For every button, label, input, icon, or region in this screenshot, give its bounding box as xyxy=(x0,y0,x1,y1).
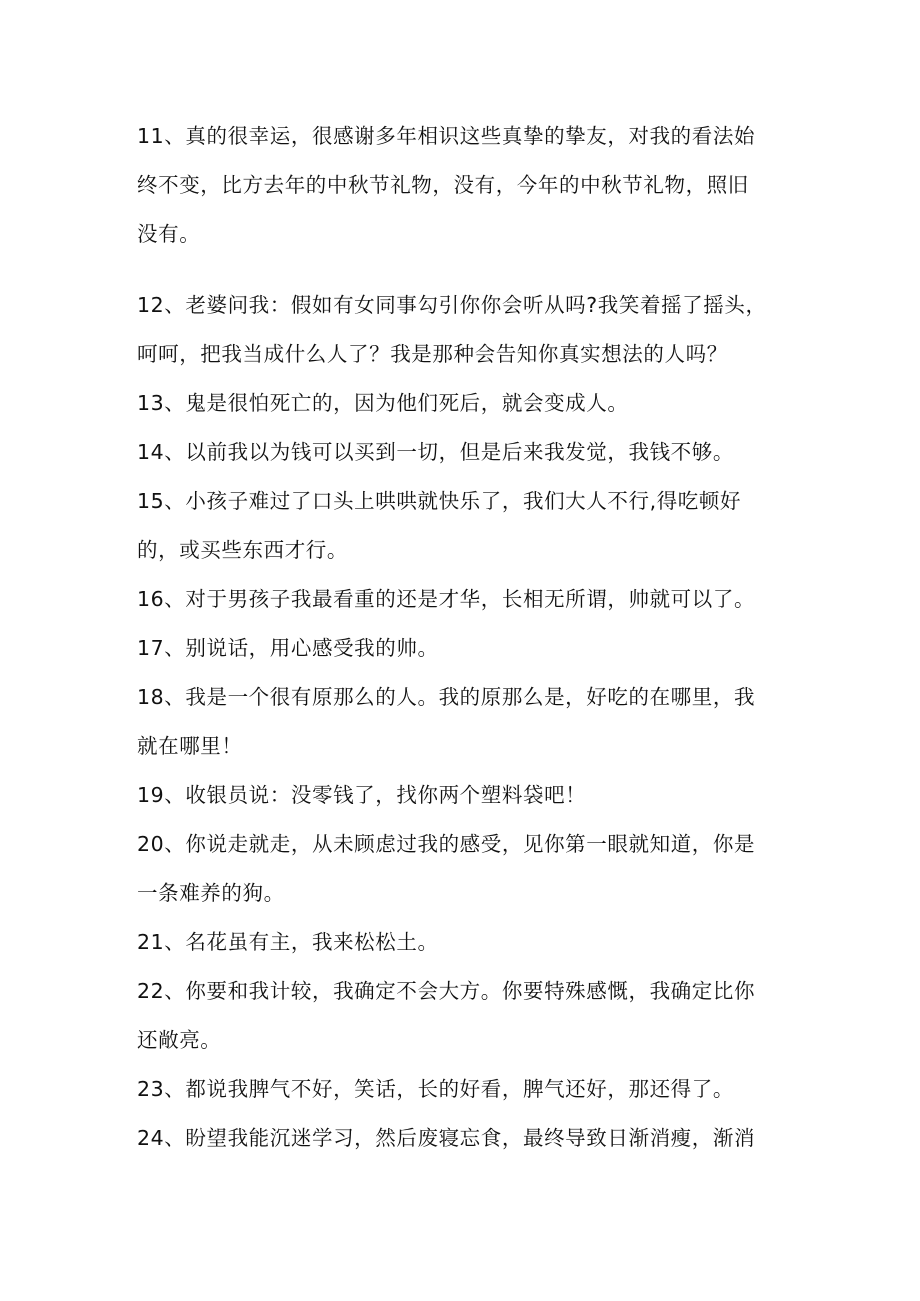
text-line: 16、对于男孩子我最看重的还是才华，长相无所谓，帅就可以了。 xyxy=(137,587,756,611)
text-line: 23、都说我脾气不好，笑话，长的好看，脾气还好，那还得了。 xyxy=(137,1077,734,1101)
text-line: 14、以前我以为钱可以买到一切，但是后来我发觉，我钱不够。 xyxy=(137,440,734,464)
text-line: 一条难养的狗。 xyxy=(137,881,285,905)
text-line: 15、小孩子难过了口头上哄哄就快乐了，我们大人不行,得吃顿好 xyxy=(137,489,742,513)
text-line: 终不变，比方去年的中秋节礼物，没有，今年的中秋节礼物，照旧 xyxy=(137,173,749,197)
joke-item-14 xyxy=(137,428,777,477)
joke-item-19 xyxy=(137,771,777,820)
text-line: 18、我是一个很有原那么的人。我的原那么是，好吃的在哪里，我 xyxy=(137,685,756,709)
text-line: 呵呵，把我当成什么人了？我是那种会告知你真实想法的人吗？ xyxy=(137,342,728,366)
text-line: 还敞亮。 xyxy=(137,1028,222,1052)
text-line: 21、名花虽有主，我来松松土。 xyxy=(137,930,439,954)
text-line: 13、鬼是很怕死亡的，因为他们死后，就会变成人。 xyxy=(137,391,629,415)
text-line: 22、你要和我计较，我确定不会大方。你要特殊感慨，我确定比你 xyxy=(137,979,756,1003)
text-line: 12、老婆问我：假如有女同事勾引你你会听从吗?我笑着摇了摇头， xyxy=(137,293,767,317)
joke-item-24 xyxy=(137,1114,777,1163)
text-line: 20、你说走就走，从未顾虑过我的感受，见你第一眼就知道，你是 xyxy=(137,832,756,856)
joke-item-12 xyxy=(137,281,777,379)
text-line: 11、真的很幸运，很感谢多年相识这些真挚的挚友，对我的看法始 xyxy=(137,124,756,148)
joke-item-18 xyxy=(137,673,777,771)
text-line: 24、盼望我能沉迷学习，然后废寝忘食，最终导致日渐消瘦，渐消 xyxy=(137,1126,756,1150)
text-line: 19、收银员说：没零钱了，找你两个塑料袋吧！ xyxy=(137,783,587,807)
joke-item-11 xyxy=(137,112,777,259)
joke-item-16 xyxy=(137,575,777,624)
text-line: 就在哪里！ xyxy=(137,734,243,758)
joke-item-22 xyxy=(137,967,777,1065)
joke-item-20 xyxy=(137,820,777,918)
text-line: 的，或买些东西才行。 xyxy=(137,538,348,562)
joke-item-13 xyxy=(137,379,777,428)
joke-item-23 xyxy=(137,1065,777,1114)
joke-item-15 xyxy=(137,477,777,575)
joke-item-21 xyxy=(137,918,777,967)
text-line: 17、别说话，用心感受我的帅。 xyxy=(137,636,439,660)
joke-item-17 xyxy=(137,624,777,673)
text-line: 没有。 xyxy=(137,222,201,246)
